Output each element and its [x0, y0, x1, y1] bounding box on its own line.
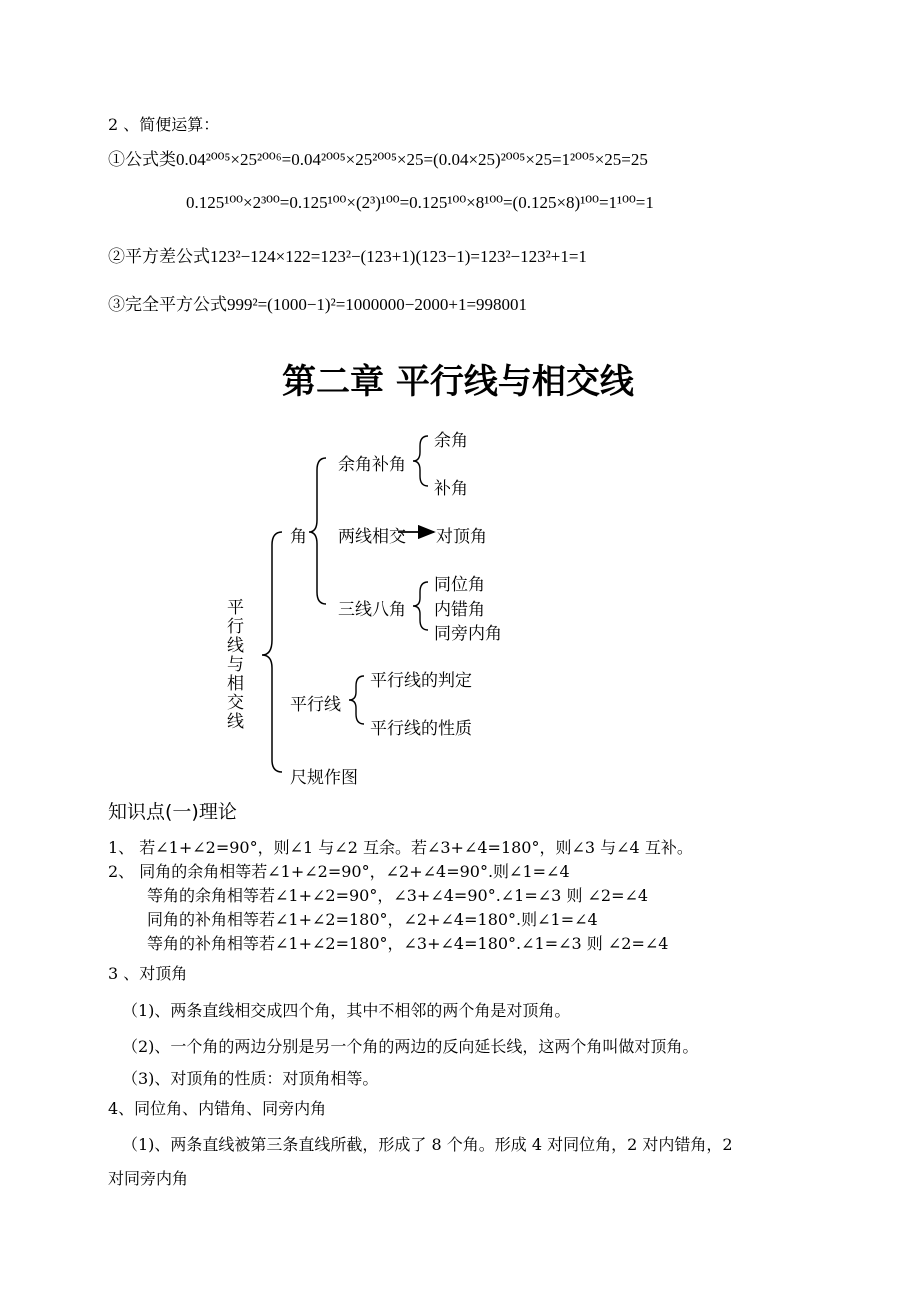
knowledge-item-2d: 等角的补角相等若∠1+∠2=180°，∠3+∠4=180°.∠1=∠3 则 ∠2=∠4: [147, 934, 669, 953]
chapter-title: 第二章 平行线与相交线: [282, 362, 634, 402]
knowledge-item-4b: 对同旁内角: [108, 1169, 189, 1188]
formula-line-1b: 0.125¹⁰⁰×2³⁰⁰=0.125¹⁰⁰×(2³)¹⁰⁰=0.125¹⁰⁰×8¹⁰⁰=(0.125×8)¹⁰⁰=1¹⁰⁰=1: [186, 193, 654, 212]
diagram-supplementary: 补角: [434, 479, 468, 499]
formula-label: ③完全平方公式: [108, 295, 227, 315]
formula-label: ②平方差公式: [108, 247, 210, 267]
formula-expression: 999²=(1000−1)²=1000000−2000+1=998001: [227, 295, 528, 314]
knowledge-item-3c: （3)、对顶角的性质：对顶角相等。: [122, 1069, 379, 1088]
formula-label: ①公式类: [108, 150, 176, 170]
knowledge-item-1: 1、 若∠1+∠2=90°，则∠1 与∠2 互余。若∠3+∠4=180°，则∠3 与∠4 互补。: [108, 838, 693, 857]
diagram-root: 平行线与相交线: [223, 598, 243, 731]
diagram-parallel-properties: 平行线的性质: [370, 719, 472, 739]
knowledge-item-3: 3 、对顶角: [108, 964, 188, 983]
diagram-comp-supp: 余角补角: [338, 455, 406, 475]
diagram-complementary: 余角: [434, 431, 468, 451]
knowledge-item-4: 4、同位角、内错角、同旁内角: [108, 1099, 327, 1118]
knowledge-item-3a: （1)、两条直线相交成四个角，其中不相邻的两个角是对顶角。: [122, 1001, 571, 1020]
parallel-brace: [349, 676, 364, 724]
diagram-construction: 尺规作图: [290, 768, 358, 788]
knowledge-item-2a: 2、 同角的余角相等若∠1+∠2=90°，∠2+∠4=90°.则∠1=∠4: [108, 862, 570, 881]
diagram-angle: 角: [290, 527, 307, 547]
diagram-parallel: 平行线: [290, 695, 341, 715]
diagram-three-lines: 三线八角: [338, 600, 406, 620]
diagram-vertical-angles: 对顶角: [436, 527, 487, 547]
diagram-parallel-criteria: 平行线的判定: [370, 671, 472, 691]
root-brace: [262, 532, 282, 772]
knowledge-item-2c: 同角的补角相等若∠1+∠2=180°，∠2+∠4=180°.则∠1=∠4: [147, 910, 598, 929]
diagram-alternate-interior: 内错角: [434, 600, 485, 620]
knowledge-item-3b: （2)、一个角的两边分别是另一个角的两边的反向延长线，这两个角叫做对顶角。: [122, 1037, 699, 1056]
knowledge-item-4a: （1)、两条直线被第三条直线所截，形成了 8 个角。形成 4 对同位角，2 对内错角，2: [122, 1135, 733, 1154]
angle-brace: [309, 458, 326, 604]
knowledge-heading: 知识点(一)理论: [108, 801, 237, 823]
formula-expression: 123²−124×122=123²−(123+1)(123−1)=123²−123²+1=1: [210, 247, 587, 266]
diagram-corresponding: 同位角: [434, 575, 485, 595]
comp-supp-brace: [413, 436, 428, 486]
diagram-two-lines: 两线相交: [338, 527, 406, 547]
formula-expression: 0.04²⁰⁰⁵×25²⁰⁰⁶=0.04²⁰⁰⁵×25²⁰⁰⁵×25=(0.04×25)²⁰⁰⁵×25=1²⁰⁰⁵×25=25: [176, 150, 648, 169]
three-lines-brace: [413, 582, 428, 630]
knowledge-item-2b: 等角的余角相等若∠1+∠2=90°，∠3+∠4=90°.∠1=∠3 则 ∠2=∠4: [147, 886, 649, 905]
section-heading: 2 、简便运算：: [108, 115, 220, 134]
diagram-same-side-interior: 同旁内角: [434, 624, 502, 644]
